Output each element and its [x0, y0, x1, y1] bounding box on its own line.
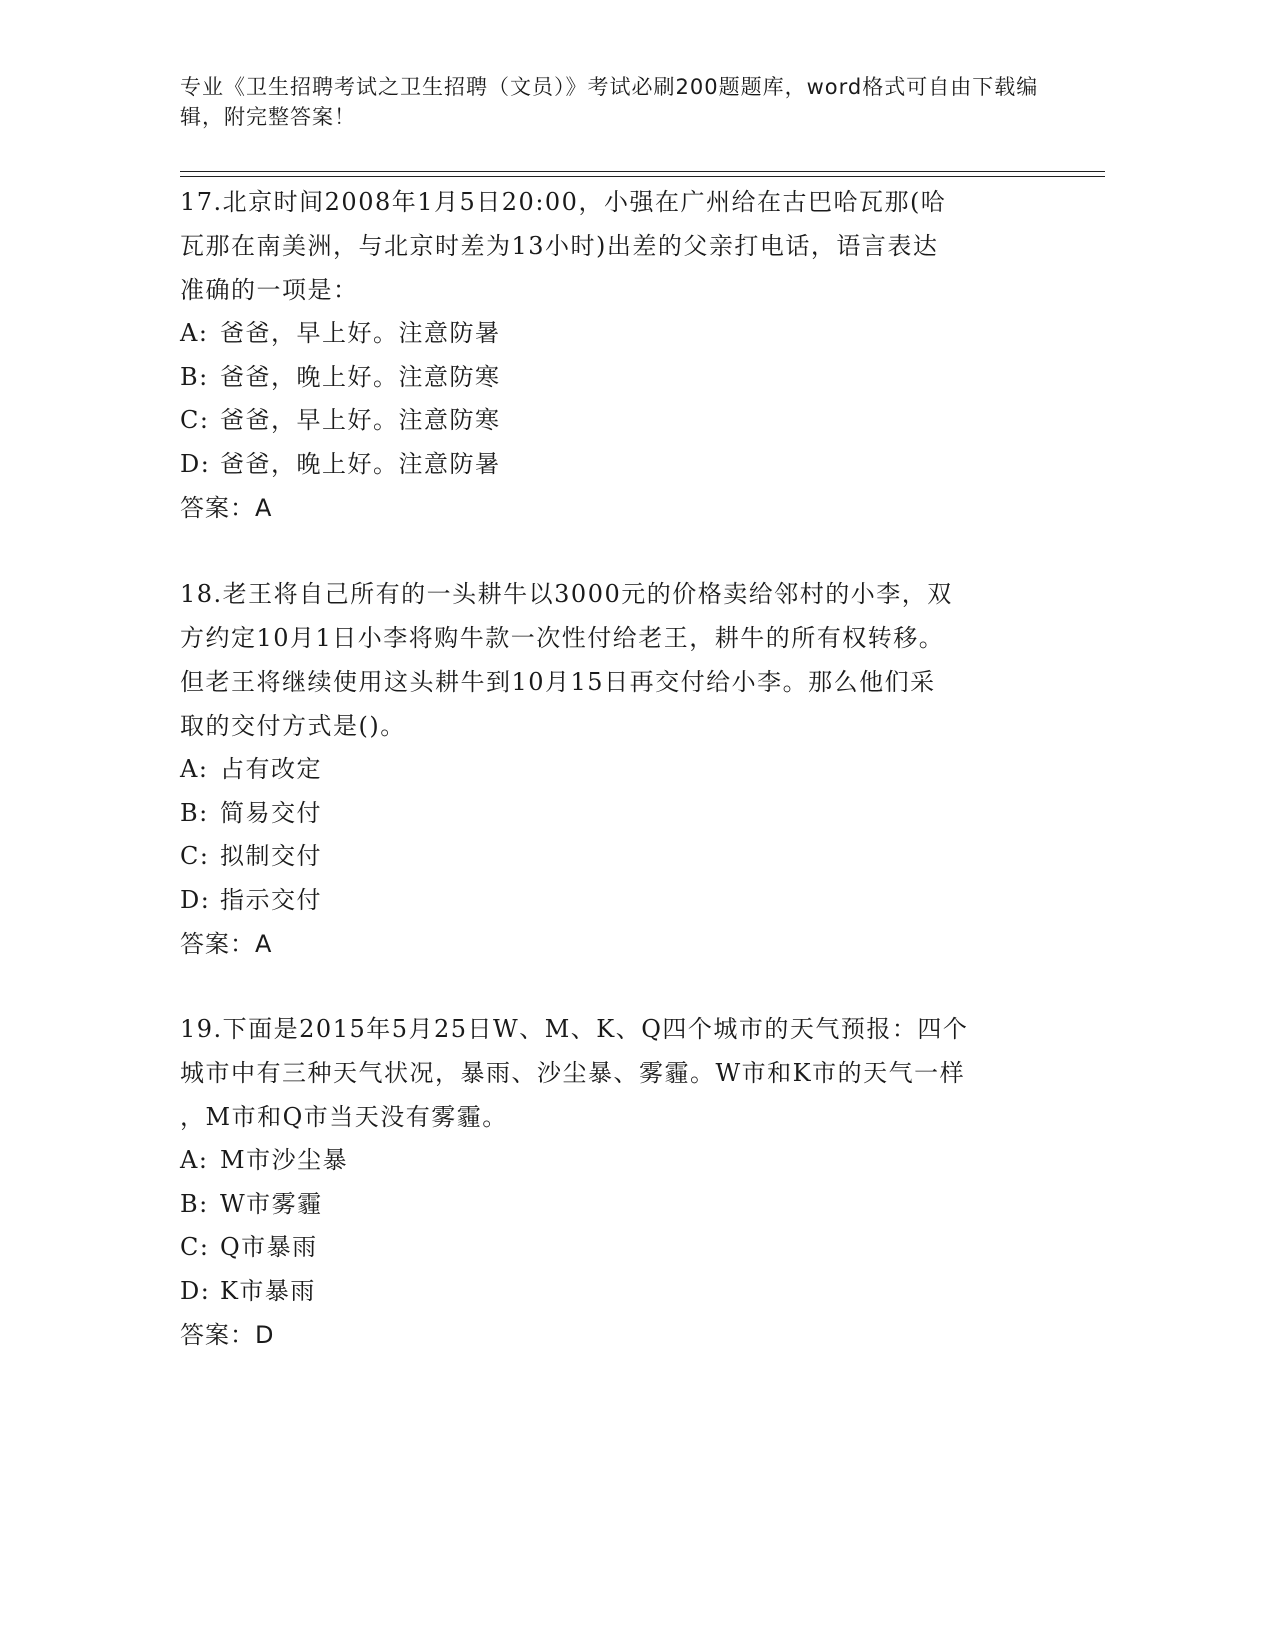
question-stem	[180, 572, 1040, 748]
option-letter: A:	[180, 755, 209, 783]
question-18	[180, 572, 1040, 966]
answer-line: 答案：A	[180, 494, 273, 522]
stem-line: 准确的一项是：	[180, 276, 359, 304]
answer-line: 答案：D	[180, 1321, 275, 1349]
option-text: 拟制交付	[220, 842, 322, 870]
option-c	[180, 835, 1040, 879]
stem-line: 取的交付方式是()。	[180, 712, 406, 740]
option-text: Q市暴雨	[220, 1233, 318, 1261]
stem-line: 17.北京时间2008年1月5日20:00，小强在广州给在古巴哈瓦那(哈	[180, 188, 947, 216]
option-d	[180, 1270, 1040, 1314]
stem-line: 但老王将继续使用这头耕牛到10月15日再交付给小李。那么他们采	[180, 668, 936, 696]
stem-line: 方约定10月1日小李将购牛款一次性付给老王，耕牛的所有权转移。	[180, 624, 945, 652]
option-text: 简易交付	[220, 798, 322, 827]
option-list	[180, 1139, 1040, 1313]
option-text: 爸爸，晚上好。注意防寒	[220, 362, 501, 391]
stem-line: 18.老王将自己所有的一头耕牛以3000元的价格卖给邻村的小李，双	[180, 580, 953, 608]
option-b	[180, 792, 1040, 836]
option-letter: A:	[180, 319, 209, 347]
question-17	[180, 180, 1040, 530]
answer-line: 答案：A	[180, 930, 273, 958]
option-letter: D:	[180, 1276, 211, 1305]
option-letter: C:	[180, 406, 210, 434]
header-divider-bottom	[180, 176, 1105, 177]
option-text: 爸爸，早上好。注意防寒	[220, 406, 501, 434]
stem-line: ，M市和Q市当天没有雾霾。	[180, 1103, 508, 1131]
option-letter: C:	[180, 842, 210, 870]
option-d	[180, 443, 1040, 487]
option-text: 爸爸，晚上好。注意防暑	[220, 449, 501, 478]
option-c	[180, 1226, 1040, 1270]
option-list	[180, 748, 1040, 922]
option-a	[180, 748, 1040, 792]
option-letter: B:	[180, 798, 209, 827]
stem-line: 瓦那在南美洲，与北京时差为13小时)出差的父亲打电话，语言表达	[180, 232, 939, 260]
option-letter: A:	[180, 1146, 209, 1174]
question-stem	[180, 1007, 1040, 1139]
option-b	[180, 1183, 1040, 1227]
option-letter: B:	[180, 1189, 209, 1218]
stem-line: 城市中有三种天气状况，暴雨、沙尘暴、雾霾。W市和K市的天气一样	[180, 1059, 966, 1087]
option-a	[180, 1139, 1040, 1183]
option-list	[180, 312, 1040, 486]
option-letter: D:	[180, 885, 211, 914]
option-letter: C:	[180, 1233, 210, 1261]
option-a	[180, 312, 1040, 356]
option-text: K市暴雨	[220, 1276, 316, 1305]
question-19	[180, 1007, 1040, 1357]
stem-line: 19.下面是2015年5月25日W、M、K、Q四个城市的天气预报：四个	[180, 1015, 969, 1043]
question-stem	[180, 180, 1040, 312]
option-text: 指示交付	[220, 885, 322, 914]
option-text: 占有改定	[220, 755, 322, 783]
option-text: 爸爸，早上好。注意防暑	[220, 319, 501, 347]
option-b	[180, 356, 1040, 400]
page-header	[180, 72, 1040, 132]
option-letter: B:	[180, 362, 209, 391]
option-text: M市沙尘暴	[220, 1146, 349, 1174]
option-letter: D:	[180, 449, 211, 478]
option-text: W市雾霾	[220, 1189, 323, 1218]
option-c	[180, 399, 1040, 443]
option-d	[180, 879, 1040, 923]
header-divider-top	[180, 171, 1105, 172]
header-title: 专业《卫生招聘考试之卫生招聘（文员）》考试必刷200题题库，word格式可自由下载编辑，附完整答案！	[180, 75, 1039, 129]
